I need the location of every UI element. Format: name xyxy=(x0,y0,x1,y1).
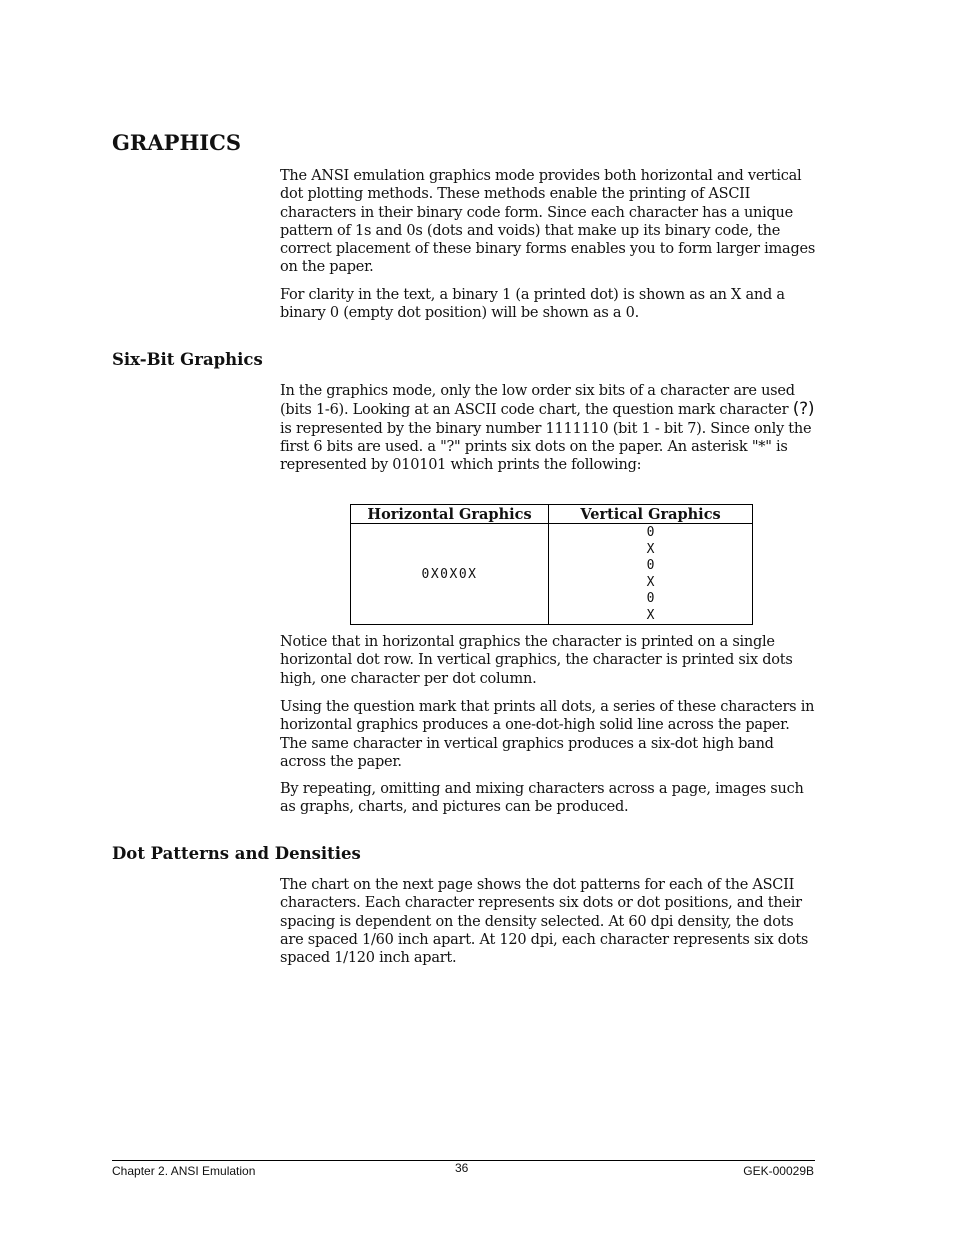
intro-paragraph-1: The ANSI emulation graphics mode provides both horizontal and vertical dot plotting methods. These methods enable the printing of ASCII characters in their binary code form. Since each character has a unique pattern of 1s and 0s (dots and voids) that make up its binary code, the correct placement of these binary forms enables you to form larger images on the paper. xyxy=(280,168,816,276)
dot-patterns-heading: Dot Patterns and Densities xyxy=(112,844,361,863)
page-heading: GRAPHICS xyxy=(112,130,242,155)
table-header-row xyxy=(351,505,753,524)
vertical-graphics-header: Vertical Graphics xyxy=(549,505,753,524)
footer-document-id: GEK-00029B xyxy=(743,1164,814,1178)
vertical-dot-5: 0 xyxy=(646,591,655,606)
vertical-graphics-cell xyxy=(549,524,753,625)
horizontal-graphics-header: Horizontal Graphics xyxy=(351,505,549,524)
dot-patterns-paragraph: The chart on the next page shows the dot patterns for each of the ASCII characters. Each character represents six dots or dot positions, and their spacing is dependent on the density selected. At 60 dpi density, the dots are spaced 1/60 inch apart. At 120 dpi, each character represents six dots spaced 1/120 inch apart. xyxy=(280,877,809,967)
six-bit-text-start: In the graphics mode, only the low order six bits of a character are used (bits 1-6). Looking at an ASCII code chart, the question mark character xyxy=(280,383,795,419)
graphics-table xyxy=(350,504,753,625)
table-row xyxy=(351,524,753,625)
question-mark-symbol: (?) xyxy=(792,399,815,420)
vertical-dot-4: X xyxy=(646,574,655,590)
horizontal-graphics-cell: 0X0X0X xyxy=(351,524,549,625)
six-bit-text-end: is represented by the binary number 1111110 (bit 1 - bit 7). Since only the first 6 bits are used. a "?" prints six dots on the paper. An asterisk "*" is represented by 010101 which prints the following: xyxy=(280,420,812,474)
vertical-dot-1: 0 xyxy=(646,525,655,540)
vertical-dot-6: X xyxy=(646,607,655,623)
page-number: 36 xyxy=(455,1161,469,1175)
intro-paragraph-2: For clarity in the text, a binary 1 (a printed dot) is shown as an X and a binary 0 (empty dot position) will be shown as a 0. xyxy=(280,287,785,322)
six-bit-heading: Six-Bit Graphics xyxy=(112,350,263,369)
footer-chapter: Chapter 2. ANSI Emulation xyxy=(112,1164,256,1178)
vertical-dot-3: 0 xyxy=(646,558,655,573)
six-bit-paragraph-3: Using the question mark that prints all dots, a series of these characters in horizontal graphics produces a one-dot-high solid line across the paper. The same character in vertical graphics produces a six-dot high band across the paper. xyxy=(280,699,815,770)
six-bit-paragraph-1 xyxy=(280,382,820,474)
six-bit-paragraph-2: Notice that in horizontal graphics the character is printed on a single horizontal dot row. In vertical graphics, the character is printed six dots high, one character per dot column. xyxy=(280,634,793,687)
six-bit-paragraph-4: By repeating, omitting and mixing characters across a page, images such as graphs, charts, and pictures can be produced. xyxy=(280,781,804,816)
vertical-dot-2: X xyxy=(646,541,655,557)
